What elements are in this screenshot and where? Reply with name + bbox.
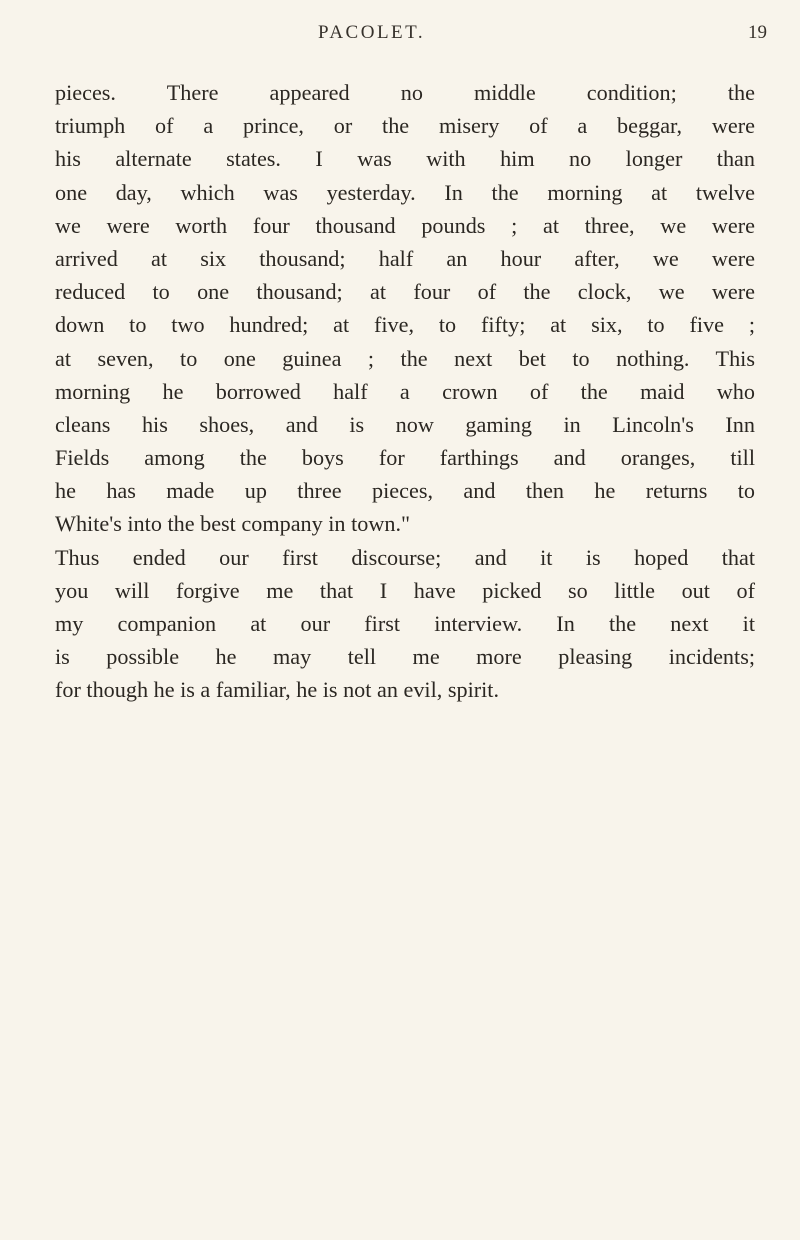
text-line: cleans his shoes, and is now gaming in Lincoln's Inn [55,411,755,437]
text-line: his alternate states. I was with him no longer than [55,146,755,172]
page-number: 19 [748,22,767,43]
text-line: down to two hundred; at five, to fifty; at six, to five ; [55,312,755,338]
text-line: my companion at our first interview. In the next it [55,611,755,636]
text-line: pieces. There appeared no middle condition; the [55,80,755,105]
text-line: arrived at six thousand; half an hour after, we were [55,245,755,271]
text-line: he has made up three pieces, and then he returns to [55,478,755,504]
running-head [0,22,800,50]
text-line: for though he is a familiar, he is not an evil, spirit. [55,677,499,703]
text-line: at seven, to one guinea ; the next bet to nothing. This [55,345,755,371]
text-line: triumph of a prince, or the misery of a beggar, were [55,113,755,139]
text-line: we were worth four thousand pounds ; at three, we were [55,212,755,238]
text-line: Thus ended our first discourse; and it is hoped that [55,544,755,570]
text-line: one day, which was yesterday. In the morning at twelve [55,179,755,205]
text-line: Fields among the boys for farthings and oranges, till [55,445,755,471]
text-line: morning he borrowed half a crown of the maid who [55,378,755,404]
running-title: PACOLET. [318,22,426,43]
text-line: is possible he may tell me more pleasing incidents; [55,644,755,670]
body-text [55,76,755,707]
text-line: reduced to one thousand; at four of the clock, we were [55,279,755,305]
text-line: you will forgive me that I have picked so little out of [55,577,755,603]
text-line: White's into the best company in town." [55,511,411,537]
